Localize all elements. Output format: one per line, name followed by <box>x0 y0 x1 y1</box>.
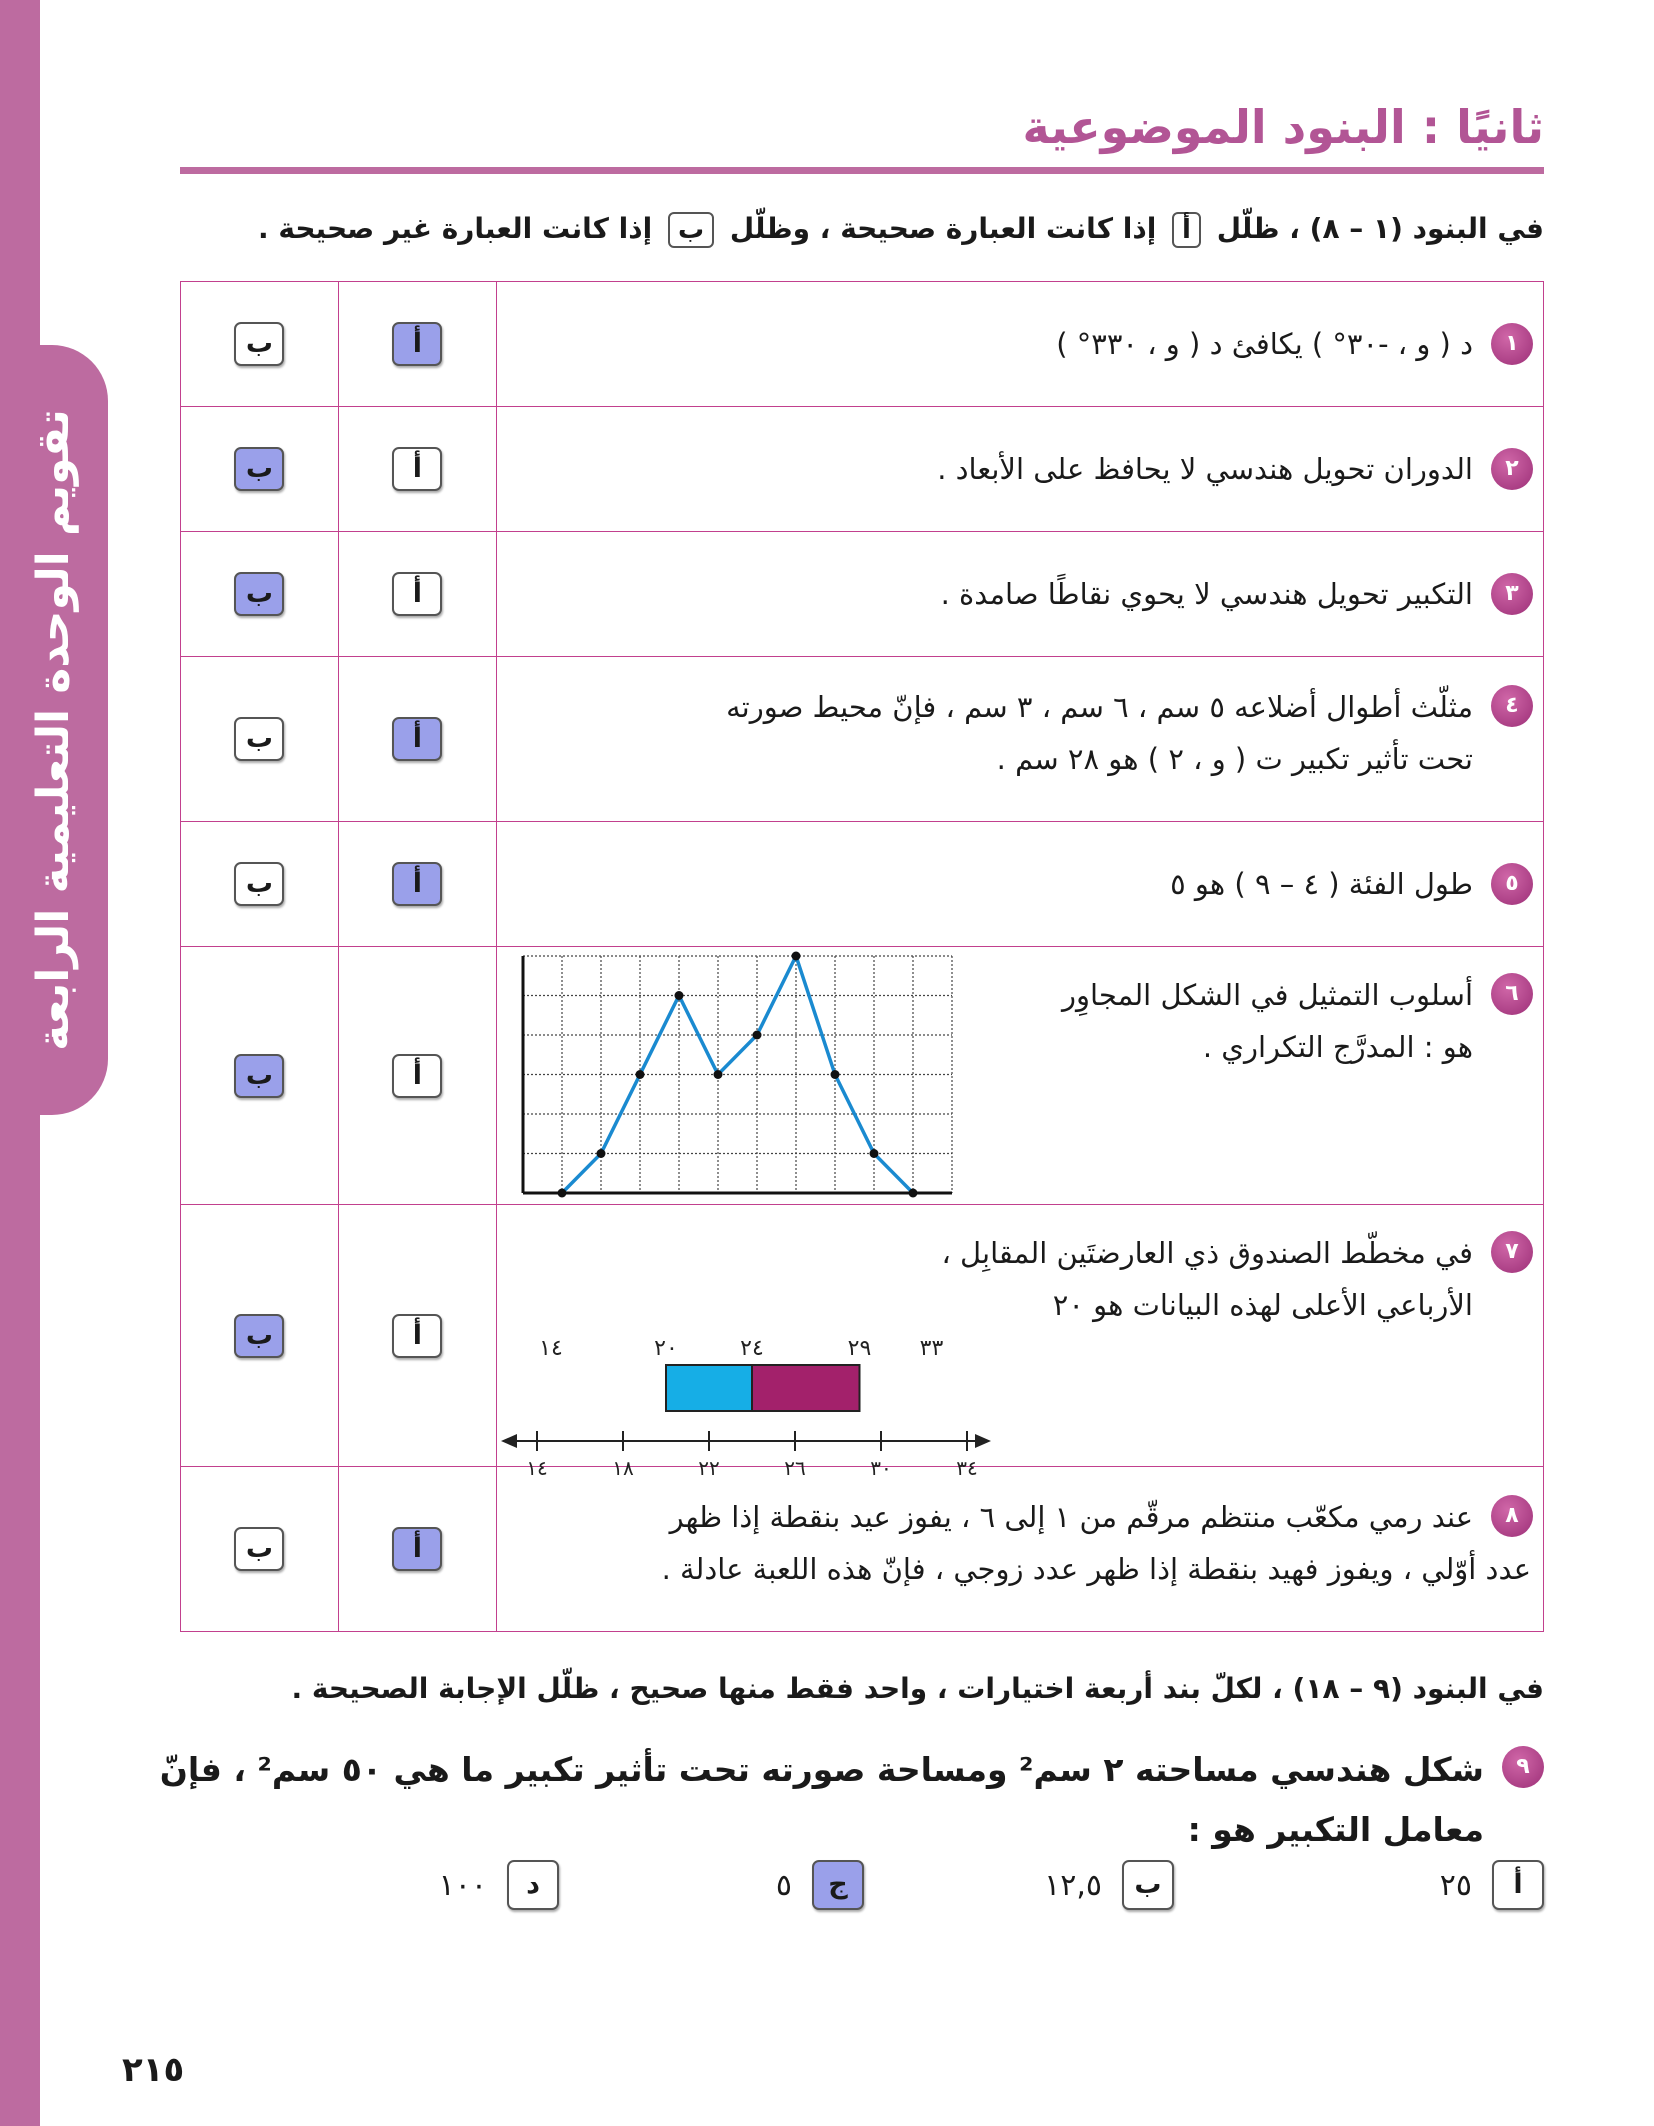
data-point <box>908 1189 917 1198</box>
answer-a-button[interactable]: أ <box>392 1314 442 1358</box>
answer-b-button[interactable]: ب <box>234 322 284 366</box>
answer-b-button[interactable]: ب <box>234 862 284 906</box>
statement-text-line2: تحت تأثير تكبير ت ( و ، ٢ ) هو ٢٨ سم . <box>996 742 1473 776</box>
answer-a-button[interactable]: أ <box>392 447 442 491</box>
option-b-cell <box>181 1205 339 1467</box>
data-point <box>791 952 800 961</box>
statement-text: د ( و ، -٣٠° ) يكافئ د ( و ، ٣٣٠° ) <box>1056 327 1473 361</box>
true-false-table <box>180 281 1544 1632</box>
statement-text-line1: مثلّث أطوال أضلاعه ٥ سم ، ٦ سم ، ٣ سم ، فإنّ محيط صورته <box>726 690 1473 724</box>
choice-value: ١٢,٥ <box>1044 1867 1102 1903</box>
answer-a-button[interactable]: أ <box>392 572 442 616</box>
item-number: ٤ <box>1491 685 1533 727</box>
box-value-label: ٢٠ <box>654 1336 678 1361</box>
choice-key[interactable]: د <box>507 1860 559 1910</box>
option-b-cell <box>181 1467 339 1632</box>
instr-key-a: أ <box>1172 212 1201 248</box>
item-number: ٣ <box>1491 573 1533 615</box>
choice-key[interactable]: ب <box>1122 1860 1174 1910</box>
frequency-polygon-chart <box>507 951 957 1201</box>
option-a-cell <box>338 1205 496 1467</box>
box-value-label: ١٤ <box>539 1336 563 1361</box>
answer-b-button[interactable]: ب <box>234 717 284 761</box>
statement-text-line1: عند رمي مكعّب منتظم مرقّم من ١ إلى ٦ ، يفوز عيد بنقطة إذا ظهر <box>669 1500 1473 1534</box>
arrow-left-icon <box>501 1434 517 1448</box>
statement-cell <box>496 822 1543 947</box>
box-value-label: ٢٤ <box>740 1336 764 1361</box>
answer-a-button[interactable]: أ <box>392 862 442 906</box>
option-b-cell <box>181 947 339 1205</box>
instructions-mc: في البنود (٩ – ١٨) ، لكلّ بند أربعة اختيارات ، واحد فقط منها صحيح ، ظلّل الإجابة الصحيحة . <box>291 1672 1544 1705</box>
table-row <box>181 1205 1544 1467</box>
answer-b-button[interactable]: ب <box>234 572 284 616</box>
option-a-cell <box>338 532 496 657</box>
axis-tick-label: ٣٤ <box>956 1456 978 1480</box>
instr-text-2: إذا كانت العبارة صحيحة ، وظلّل <box>729 212 1157 245</box>
statement-cell <box>496 532 1543 657</box>
table-row <box>181 282 1544 407</box>
data-point <box>752 1031 761 1040</box>
instructions-tf <box>258 212 1544 248</box>
question-9-line2: معامل التكبير هو : <box>1187 1810 1484 1849</box>
data-point <box>869 1149 878 1158</box>
data-point <box>596 1149 605 1158</box>
option-a-cell <box>338 947 496 1205</box>
item-number: ١ <box>1491 323 1533 365</box>
statement-cell <box>496 407 1543 532</box>
statement-text: الدوران تحويل هندسي لا يحافظ على الأبعاد . <box>937 452 1473 486</box>
choice-key[interactable]: أ <box>1492 1860 1544 1910</box>
statement-cell <box>496 1205 1543 1480</box>
statement-text: طول الفئة ( ٤ – ٩ ) هو ٥ <box>1170 867 1473 901</box>
data-point <box>557 1189 566 1198</box>
statement-text-line2: هو : المدرَّج التكراري . <box>1202 1030 1473 1064</box>
box-lower-half <box>666 1365 752 1411</box>
axis-tick-label: ١٤ <box>526 1456 548 1480</box>
table-row <box>181 822 1544 947</box>
choice-value: ١٠٠ <box>438 1867 487 1903</box>
item-number: ٦ <box>1491 973 1533 1015</box>
option-a-cell <box>338 1467 496 1632</box>
question-9-line1: شكل هندسي مساحته ٢ سم² ومساحة صورته تحت تأثير تكبير ما هي ٥٠ سم² ، فإنّ <box>159 1750 1484 1789</box>
table-row <box>181 407 1544 532</box>
choice-b[interactable] <box>1044 1860 1174 1910</box>
option-a-cell <box>338 282 496 407</box>
instr-key-b: ب <box>668 212 714 248</box>
box-value-label: ٢٩ <box>847 1336 872 1361</box>
box-value-label: ٣٣ <box>919 1336 944 1361</box>
table-row <box>181 947 1544 1205</box>
answer-b-button[interactable]: ب <box>234 447 284 491</box>
section-title: ثانيًا : البنود الموضوعية <box>1022 100 1544 154</box>
axis-tick-label: ٣٠ <box>870 1456 892 1480</box>
page-number: ٢١٥ <box>122 2050 185 2090</box>
answer-b-button[interactable]: ب <box>234 1314 284 1358</box>
option-b-cell <box>181 822 339 947</box>
box-plot-chart <box>497 1315 997 1480</box>
option-a-cell <box>338 657 496 822</box>
box-upper-half <box>752 1365 860 1411</box>
option-b-cell <box>181 407 339 532</box>
answer-a-button[interactable]: أ <box>392 322 442 366</box>
option-a-cell <box>338 822 496 947</box>
item-number: ٧ <box>1491 1231 1533 1273</box>
option-b-cell <box>181 532 339 657</box>
data-point <box>635 1070 644 1079</box>
answer-b-button[interactable]: ب <box>234 1527 284 1571</box>
item-number: ٨ <box>1491 1495 1533 1537</box>
axis-tick-label: ٢٢ <box>698 1456 720 1480</box>
instr-text-1: في البنود (١ – ٨) ، ظلّل <box>1216 212 1544 245</box>
choice-d[interactable] <box>439 1860 559 1910</box>
statement-text-line1: في مخطّط الصندوق ذي العارضتَين المقابِل ، <box>941 1236 1473 1270</box>
data-point <box>830 1070 839 1079</box>
arrow-right-icon <box>975 1434 991 1448</box>
statement-cell <box>496 657 1543 822</box>
option-b-cell <box>181 657 339 822</box>
side-tab-label: تقويم الوحدة التعليمية الرابعة <box>28 409 79 1051</box>
option-b-cell <box>181 282 339 407</box>
table-row <box>181 657 1544 822</box>
statement-text-line1: أسلوب التمثيل في الشكل المجاوِر <box>1062 978 1473 1012</box>
statement-cell <box>496 1467 1543 1632</box>
choice-a[interactable] <box>1440 1860 1544 1910</box>
answer-a-button[interactable]: أ <box>392 1054 442 1098</box>
answer-a-button[interactable]: أ <box>392 1527 442 1571</box>
answer-b-button[interactable]: ب <box>234 1054 284 1098</box>
axis-tick-label: ٢٦ <box>784 1456 806 1480</box>
data-point <box>674 991 683 1000</box>
choice-c[interactable] <box>776 1860 864 1910</box>
statement-text-line2: الأرباعي الأعلى لهذه البيانات هو ٢٠ <box>1052 1288 1473 1322</box>
statement-cell <box>496 282 1543 407</box>
choice-value: ٥ <box>775 1867 792 1903</box>
table-row <box>181 1467 1544 1632</box>
option-a-cell <box>338 407 496 532</box>
data-point <box>713 1070 722 1079</box>
item-number: ٥ <box>1491 863 1533 905</box>
answer-a-button[interactable]: أ <box>392 717 442 761</box>
statement-text: التكبير تحويل هندسي لا يحوي نقاطًا صامدة . <box>940 577 1473 611</box>
instr-text-3: إذا كانت العبارة غير صحيحة . <box>258 212 653 245</box>
item-number: ٩ <box>1502 1746 1544 1788</box>
axis-tick-label: ١٨ <box>612 1456 634 1480</box>
title-divider <box>180 167 1544 174</box>
statement-text-line2: عدد أوّلي ، ويفوز فهيد بنقطة إذا ظهر عدد زوجي ، فإنّ هذه اللعبة عادلة . <box>661 1552 1531 1586</box>
item-number: ٢ <box>1491 448 1533 490</box>
statement-cell <box>496 947 1543 1205</box>
table-row <box>181 532 1544 657</box>
choice-value: ٢٥ <box>1439 1867 1472 1903</box>
choice-key[interactable]: ج <box>812 1860 864 1910</box>
